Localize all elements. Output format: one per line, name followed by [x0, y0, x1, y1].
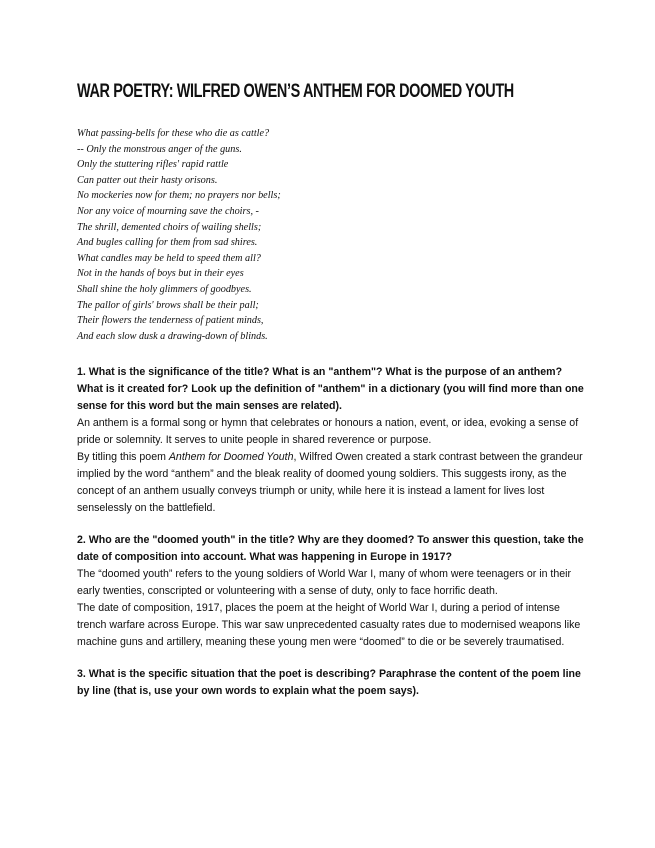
poem-title-reference: Anthem for Doomed Youth [168, 451, 294, 464]
answer-1-paragraph-2 [77, 449, 587, 517]
poem-line: No mockeries now for them; no prayers nor bells; [77, 190, 281, 202]
answer-1-text-after: , Wilfred Owen created a stark contrast between the grandeur implied by the word “anthem” and the bleak reality of doomed young soldiers. This suggests irony, as the concept of an anthem usually conveys triumph or unity, while here it is instead a lament for lives lost senselessly on the battlefield. [77, 451, 583, 515]
document-page [77, 78, 587, 700]
question-section-1 [77, 364, 587, 517]
answer-1-paragraph-1: An anthem is a formal song or hymn that celebrates or honours a nation, event, or idea, evoking a sense of pride or solemnity. It serves to unite people in shared reverence or purpose. [77, 417, 579, 447]
poem-line: Not in the hands of boys but in their eyes [77, 268, 244, 280]
poem-block [77, 126, 587, 344]
poem-line: And each slow dusk a drawing-down of blinds. [77, 330, 268, 342]
poem-line: And bugles calling for them from sad shires. [77, 237, 258, 249]
poem-line: Nor any voice of mourning save the choirs, - [77, 205, 259, 217]
answer-1-text-before: By titling this poem [77, 451, 169, 464]
page-title: WAR POETRY: WILFRED OWEN’S ANTHEM FOR DOOMED YOUTH [77, 80, 514, 102]
poem-line: What candles may be held to speed them all? [77, 252, 261, 264]
poem-line: The pallor of girls' brows shall be their pall; [77, 299, 259, 311]
question-section-3 [77, 666, 587, 700]
poem-line: Their flowers the tenderness of patient minds, [77, 315, 264, 327]
question-3-text: 3. What is the specific situation that the poet is describing? Paraphrase the content of the poem line by line (that is, use your own words to explain what the poem says). [77, 668, 581, 698]
answer-2-paragraph-1: The “doomed youth” refers to the young soldiers of World War I, many of whom were teenagers or in their early twenties, conscripted or volunteering with a sense of duty, only to face horrific death. [77, 568, 572, 598]
poem-line: -- Only the monstrous anger of the guns. [77, 143, 242, 155]
poem-line: What passing-bells for these who die as cattle? [77, 128, 270, 139]
question-2-text: 2. Who are the "doomed youth" in the title? Why are they doomed? To answer this question, take the date of composition into account. What was happening in Europe in 1917? [77, 534, 584, 564]
poem-line: Only the stuttering rifles' rapid rattle [77, 159, 229, 171]
poem-line: Shall shine the holy glimmers of goodbyes. [77, 283, 252, 295]
poem-line: The shrill, demented choirs of wailing shells; [77, 221, 262, 233]
question-1-text: 1. What is the significance of the title? What is an "anthem"? What is the purpose of an anthem? What is it created for? Look up the definition of "anthem" in a dictionary (you will find more than one sense for this word but the main senses are related). [77, 366, 584, 413]
question-section-2 [77, 532, 587, 651]
poem-line: Can patter out their hasty orisons. [77, 174, 218, 186]
answer-2-paragraph-2: The date of composition, 1917, places the poem at the height of World War I, during a period of intense trench warfare across Europe. This war saw unprecedented casualty rates due to modernised weapons like machine guns and artillery, meaning these young men were “doomed” to die or be severely traumatised. [77, 602, 581, 649]
